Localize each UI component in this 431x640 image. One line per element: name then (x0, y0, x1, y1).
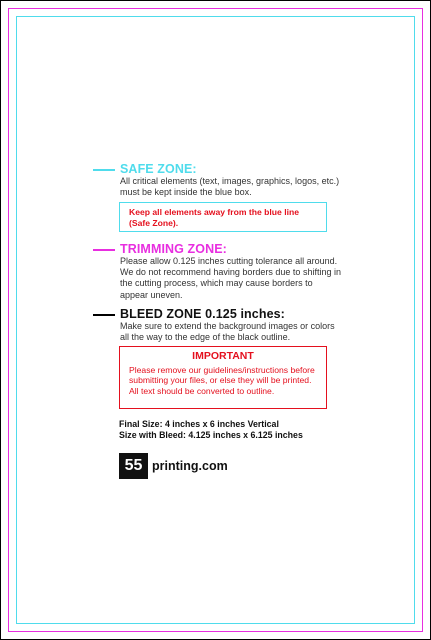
bleed-zone-heading: BLEED ZONE 0.125 inches: (120, 307, 285, 321)
size-info (119, 419, 303, 442)
safe-zone-notice-line: Keep all elements away from the blue line (129, 207, 300, 217)
bleed-zone-line: all the way to the edge of the black outline. (120, 332, 291, 343)
bleed-zone-description (120, 321, 355, 343)
important-title: IMPORTANT (192, 350, 254, 362)
trimming-zone-line: the cutting process, which may cause borders to (120, 278, 313, 289)
trimming-zone-line: Please allow 0.125 inches cutting tolerance all around. (120, 256, 338, 266)
safe-zone-heading: SAFE ZONE: (120, 162, 197, 176)
trimming-zone-line: appear uneven. (120, 289, 183, 300)
important-line: Please remove our guidelines/instructions before (129, 365, 315, 375)
safe-zone-line: All critical elements (text, images, graphics, logos, etc.) (120, 176, 340, 186)
brand-logo (119, 453, 228, 479)
trimming-zone-marker (93, 249, 115, 251)
size-with-bleed-text: Size with Bleed: 4.125 inches x 6.125 inches (119, 430, 303, 441)
trimming-zone-description (120, 256, 355, 301)
trimming-zone-line: We do not recommend having borders due to shifting in (120, 267, 341, 278)
important-line: submitting your files, or else they will be printed. (129, 375, 312, 386)
final-size-text: Final Size: 4 inches x 6 inches Vertical (119, 419, 279, 429)
safe-zone-marker (93, 169, 115, 171)
important-line: All text should be converted to outline. (129, 385, 275, 396)
safe-zone-notice-box (119, 202, 327, 232)
safe-zone-notice-line: (Safe Zone). (129, 217, 179, 228)
logo-badge: 55 (119, 453, 148, 479)
safe-zone-description (120, 176, 355, 198)
safe-zone-line: must be kept inside the blue box. (120, 187, 252, 198)
trimming-zone-heading: TRIMMING ZONE: (120, 242, 227, 256)
bleed-zone-marker (93, 314, 115, 316)
bleed-zone-line: Make sure to extend the background images or colors (120, 321, 335, 331)
logo-text: printing.com (152, 459, 228, 473)
important-notice-box (119, 346, 327, 409)
important-text (129, 365, 326, 396)
